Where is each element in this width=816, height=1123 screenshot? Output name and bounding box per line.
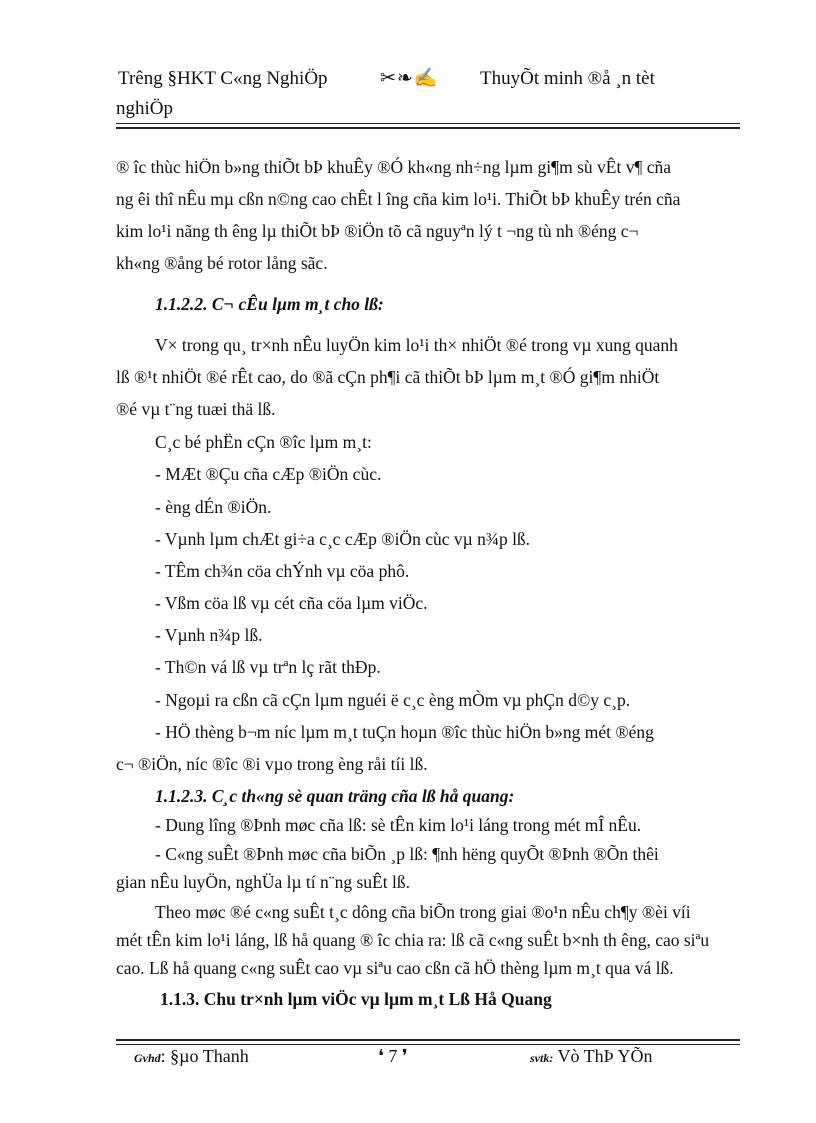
list-item: - TÊm ch¾n cöa chÝnh vµ cöa phô.	[155, 561, 410, 581]
body-line: - HÖ thèng b¬m níc lµm m¸t tuÇn hoµn ®îc thùc hiÖn b»ng mét ®éng	[155, 722, 654, 742]
header-school: Trêng §HKT C«ng NghiÖp	[118, 68, 328, 89]
ornament-left-icon: ❛	[378, 1046, 384, 1066]
body-line: cao. Lß hå quang c«ng suÊt cao vµ siªu cao cßn cã hÖ thèng lµm m¸t qua vá lß.	[116, 958, 674, 978]
header-title: ThuyÕt minh ®å ¸n tèt	[480, 68, 655, 89]
page-number: 7	[388, 1046, 398, 1066]
page-header	[118, 66, 655, 90]
list-item: - Th©n vá lß vµ trªn lç rãt thÐp.	[155, 657, 381, 677]
list-item: - Vßm cöa lß vµ cét cña cöa lµm viÖc.	[155, 593, 428, 613]
body-line: C¸c bé phËn cÇn ®îc lµm m¸t:	[155, 432, 372, 452]
footer-divider-thick	[116, 1039, 740, 1041]
section-heading: 1.1.3. Chu tr×nh lµm viÖc vµ lµm m¸t Lß Hå Quang	[160, 989, 552, 1009]
footer-supervisor-name: : §µo Thanh	[160, 1046, 249, 1066]
footer-supervisor-label: Gvhd	[134, 1051, 161, 1065]
body-line: lß ®¹t nhiÖt ®é rÊt cao, do ®ã cÇn ph¶i cã thiÕt bÞ lµm m¸t ®Ó gi¶m nhiÖt	[116, 367, 660, 387]
header-ornament-icon: ✂❧✍	[380, 68, 439, 89]
footer-student-name: Vò ThÞ YÕn	[553, 1046, 653, 1066]
header-divider-thick	[116, 127, 740, 129]
ornament-right-icon: ❜	[401, 1046, 408, 1066]
list-item: - MÆt ®Çu cña cÆp ®iÖn cùc.	[155, 464, 382, 484]
body-line: ® îc thùc hiÖn b»ng thiÕt bÞ khuÊy ®Ó kh«ng nh÷ng lµm gi¶m sù vÊt v¶ cña	[116, 157, 672, 177]
body-line: mét tÊn kim lo¹i láng, lß hå quang ® îc chia ra: lß cã c«ng suÊt b×nh th êng, cao siªu	[116, 930, 710, 950]
body-line: gian nÊu luyÖn, nghÜa lµ tí n¨ng suÊt lß.	[116, 872, 410, 892]
list-item: - Vµnh lµm chÆt gi÷a c¸c cÆp ®iÖn cùc vµ n¾p lß.	[155, 529, 531, 549]
footer-supervisor	[134, 1046, 249, 1067]
body-line: ®é vµ t¨ng tuæi thä lß.	[116, 399, 276, 419]
body-line: V× trong qu¸ tr×nh nÊu luyÖn kim lo¹i th× nhiÖt ®é trong vµ xung quanh	[155, 335, 678, 355]
body-line: ng êi thî nÊu mµ cßn n©ng cao chÊt l îng cña kim lo¹i. ThiÕt bÞ khuÊy trén cña	[116, 189, 681, 209]
body-line: c¬ ®iÖn, níc ®îc ®i vµo trong èng råi tíi lß.	[116, 754, 428, 774]
body-line: kim lo¹i nãng th êng lµ thiÕt bÞ ®iÖn tõ cã nguyªn lý t ¬ng tù nh ®éng c¬	[116, 221, 639, 241]
footer-student	[530, 1046, 653, 1067]
list-item: - Vµnh n¾p lß.	[155, 625, 263, 645]
header-title-continued: nghiÖp	[116, 98, 173, 119]
header-divider	[116, 123, 740, 124]
footer-student-label: svtk:	[530, 1051, 554, 1065]
list-item: - èng dÉn ®iÖn.	[155, 497, 272, 517]
footer-divider	[116, 1044, 740, 1045]
body-line: Theo møc ®é c«ng suÊt t¸c dông cña biÕn trong giai ®o¹n nÊu ch¶y ®èi víi	[155, 902, 691, 922]
list-item: - Ngoµi ra cßn cã cÇn lµm nguéi ë c¸c èng mÒm vµ phÇn d©y c¸p.	[155, 690, 631, 710]
body-line: - Dung lîng ®Þnh møc cña lß: sè tÊn kim lo¹i láng trong mét mÎ nÊu.	[155, 815, 642, 835]
body-line: kh«ng ®ång bé rotor lång sãc.	[116, 253, 328, 273]
body-line: - C«ng suÊt ®Þnh møc cña biÕn ¸p lß: ¶nh hëng quyÕt ®Þnh ®Õn thêi	[155, 844, 659, 864]
section-heading: 1.1.2.3. C¸c th«ng sè quan träng cña lß hå quang:	[155, 786, 515, 806]
section-heading: 1.1.2.2. C¬ cÊu lµm m¸t cho lß:	[155, 294, 384, 314]
footer-page-number	[378, 1046, 408, 1067]
